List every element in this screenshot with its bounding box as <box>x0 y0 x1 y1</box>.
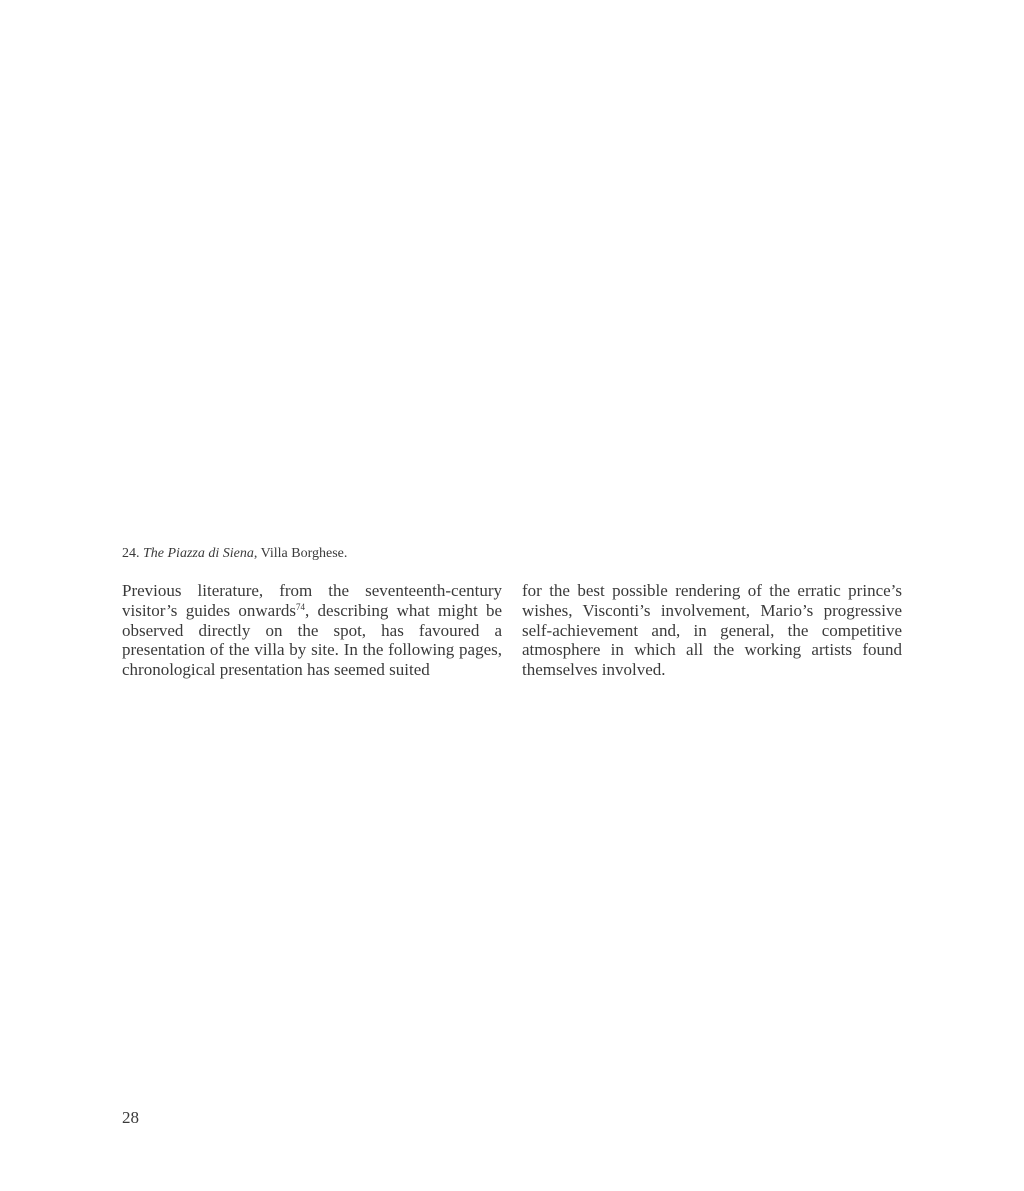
body-text-left-column <box>122 581 502 680</box>
right-column-text: for the best possible rendering of the erratic prince’s wishes, Visconti’s involvement, Mario’s progressive self-achievement and, in general, the competitive atmosphere in which all the working artists found themselves involved. <box>522 581 902 680</box>
caption-number: 24. <box>122 546 140 561</box>
body-text-right-column <box>522 581 902 680</box>
caption-title: The Piazza di Siena <box>143 546 254 561</box>
left-column-text-start: Previous literature, from the seventeenth-century visitor’s guides onwards <box>122 581 502 620</box>
figure-caption <box>122 545 347 563</box>
footnote-reference: 74 <box>296 601 305 612</box>
caption-location: , Villa Borghese. <box>253 546 348 561</box>
page-number: 28 <box>122 1108 139 1127</box>
left-column-text-end: , describing what might be observed directly on the spot, has favoured a presentation of the villa by site. In the following pages, chronological presentation has seemed suited <box>122 600 503 680</box>
